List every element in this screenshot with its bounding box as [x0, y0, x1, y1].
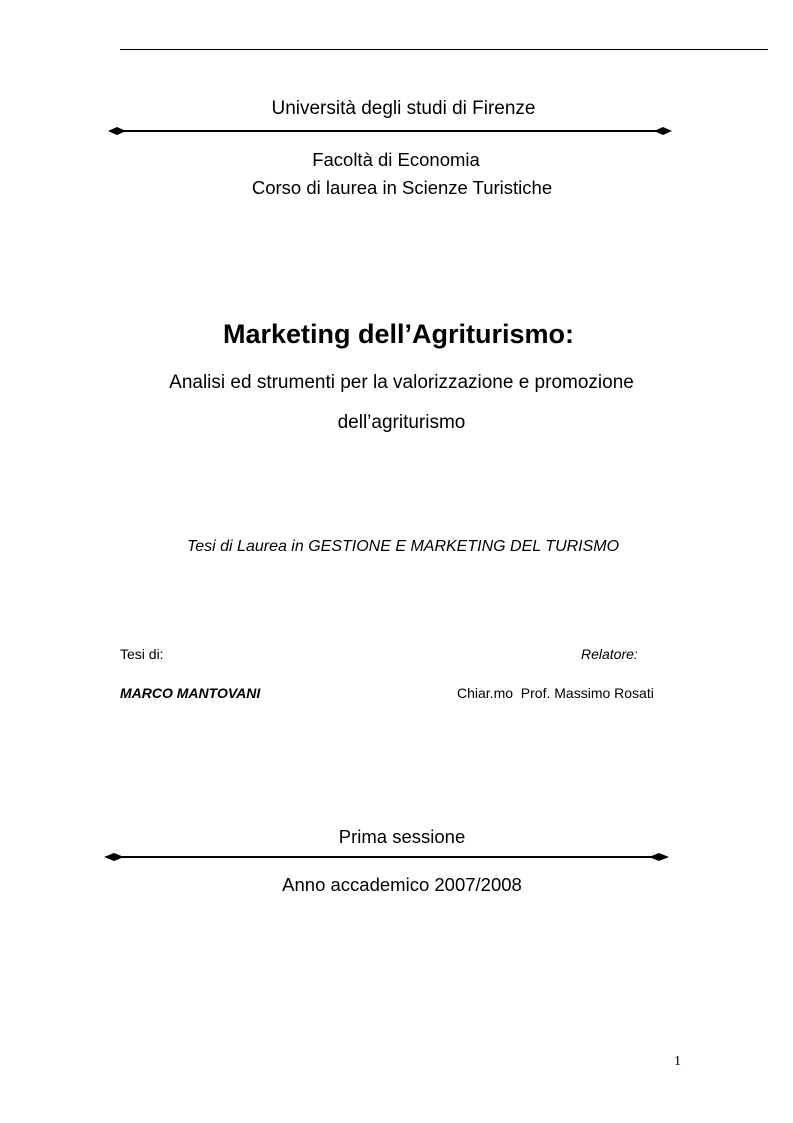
academic-year: Anno accademico 2007/2008	[282, 874, 522, 895]
advisor-name: Chiar.mo Prof. Massimo Rosati	[457, 685, 654, 701]
author-label: Tesi di:	[120, 646, 164, 662]
university-name: Università degli studi di Firenze	[271, 98, 536, 119]
thesis-subtitle-line2: dell’agriturismo	[337, 412, 466, 433]
faculty-name: Facoltà di Economia	[312, 149, 480, 170]
decorative-rule-top	[108, 125, 672, 137]
author-name: MARCO MANTOVANI	[120, 685, 261, 701]
thesis-type: Tesi di Laurea in GESTIONE E MARKETING DEL TURISMO	[186, 538, 620, 555]
advisor-label: Relatore:	[581, 646, 638, 662]
decorative-rule-bottom	[104, 851, 669, 863]
page-number: 1	[674, 1054, 681, 1069]
thesis-subtitle-line1: Analisi ed strumenti per la valorizzazione e promozione	[169, 372, 634, 393]
top-rule	[120, 49, 768, 50]
course-name: Corso di laurea in Scienze Turistiche	[251, 177, 553, 198]
session: Prima sessione	[338, 826, 466, 847]
thesis-title: Marketing dell’Agriturismo:	[222, 319, 575, 349]
